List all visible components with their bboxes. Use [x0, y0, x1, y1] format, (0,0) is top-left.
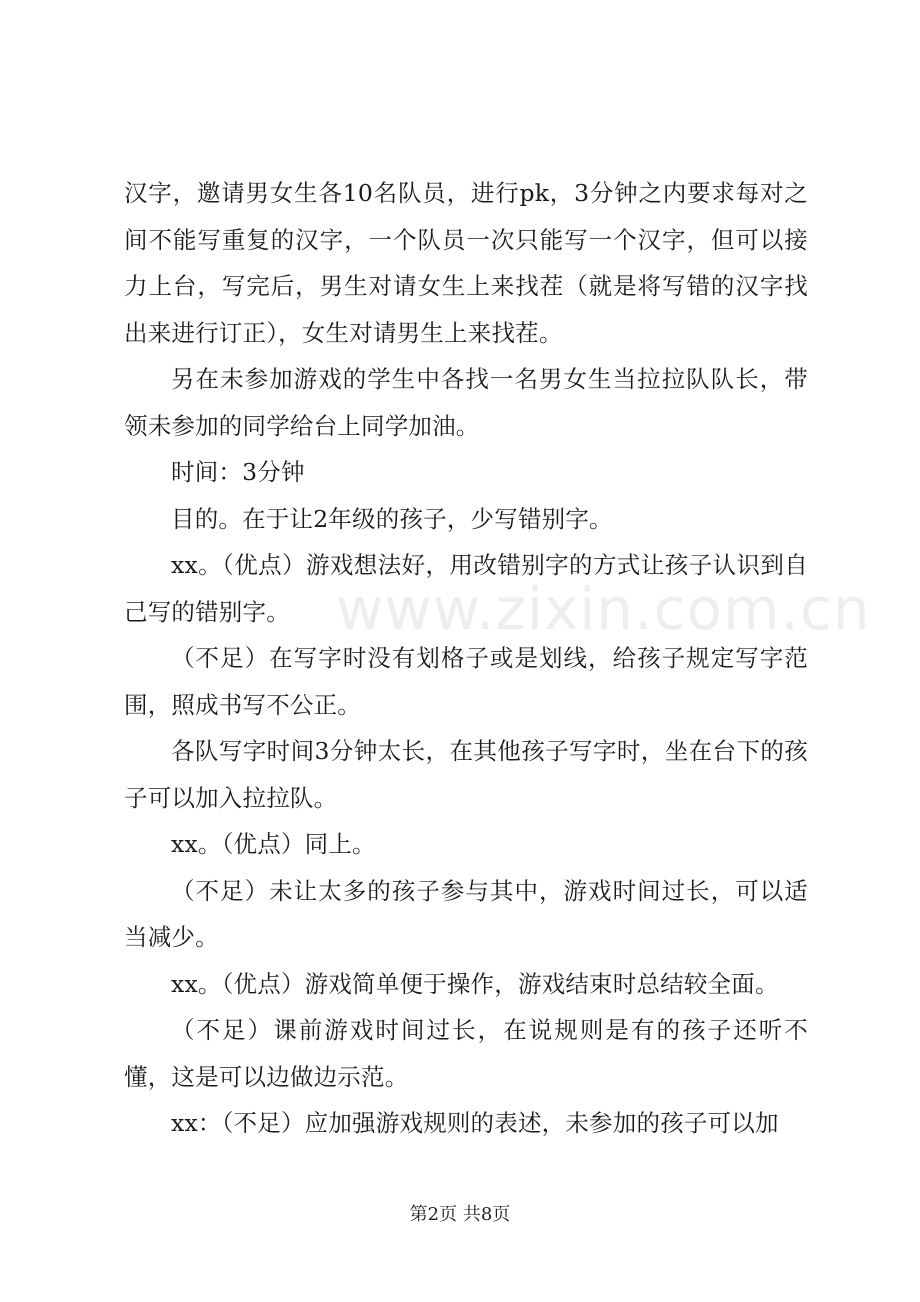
paragraph: xx。（优点）游戏想法好，用改错别字的方式让孩子认识到自己写的错别字。 [124, 551, 808, 626]
paragraph: 目的。在于让2年级的孩子，少写错别字。 [171, 504, 613, 533]
paragraph: 汉字，邀请男女生各10名队员，进行pk，3分钟之内要求每对之间不能写重复的汉字，一个队员一次只能写一个汉字，但可以接力上台，写完后，男生对请女生上来找茬（就是将写错的汉字找出来进行订正），女生对请男生上来找茬。 [124, 179, 808, 347]
paragraph: 时间：3分钟 [171, 458, 305, 486]
page-footer: 第2页 共8页 [409, 1204, 511, 1225]
paragraph: xx。（优点）游戏简单便于操作，游戏结束时总结较全面。 [171, 969, 779, 998]
paragraph: （不足）未让太多的孩子参与其中，游戏时间过长，可以适当减少。 [124, 876, 808, 951]
document-body [124, 170, 808, 1147]
paragraph: （不足）课前游戏时间过长，在说规则是有的孩子还听不懂，这是可以边做边示范。 [124, 1016, 808, 1091]
paragraph: 另在未参加游戏的学生中各找一名男女生当拉拉队队长，带领未参加的同学给台上同学加油。 [124, 365, 808, 440]
paragraph: xx：（不足）应加强游戏规则的表述，未参加的孩子可以加 [171, 1109, 779, 1137]
paragraph: xx。（优点）同上。 [171, 830, 376, 858]
paragraph: （不足）在写字时没有划格子或是划线，给孩子规定写字范围，照成书写不公正。 [124, 644, 808, 719]
watermark: www.zixin.com.cn [336, 575, 871, 643]
paragraph: 各队写字时间3分钟太长，在其他孩子写字时，坐在台下的孩子可以加入拉拉队。 [124, 737, 808, 812]
